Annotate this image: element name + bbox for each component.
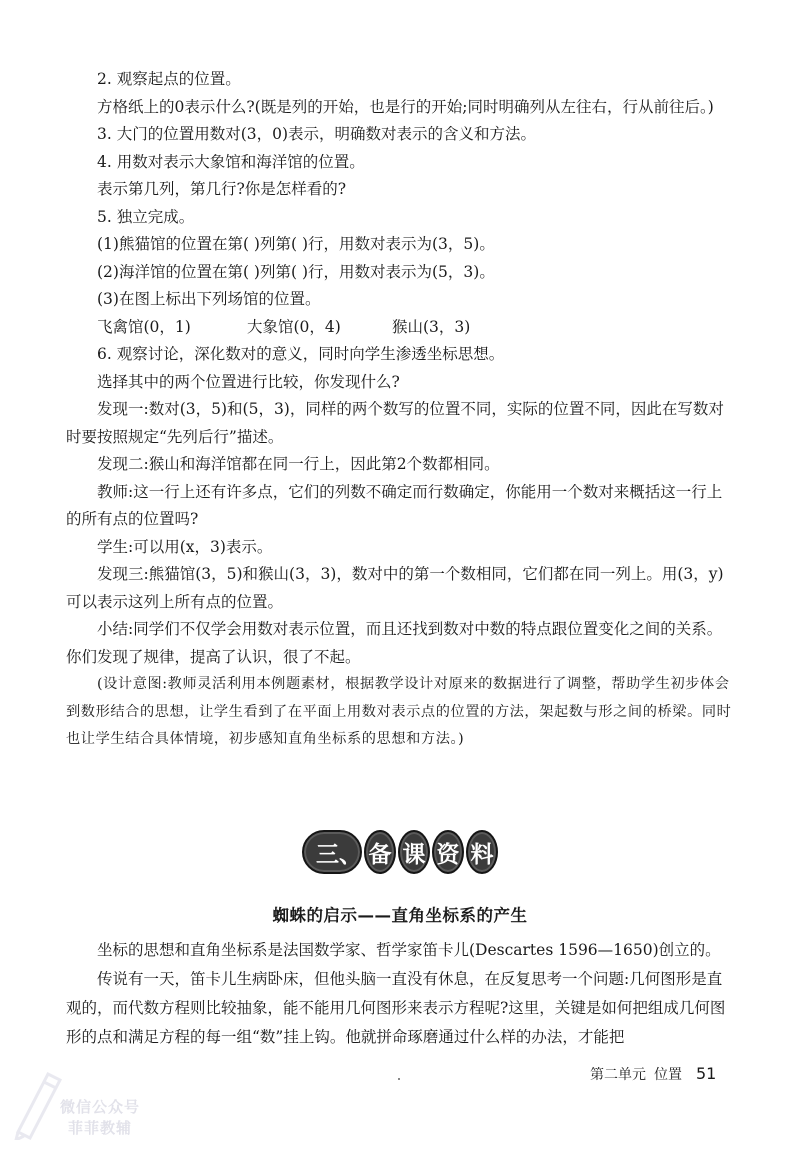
- text-line: 发现三:熊猫馆(3，5)和猴山(3，3)，数对中的第一个数相同，它们都在同一列上。用(3，y)可以表示这列上所有点的位置。: [66, 565, 724, 611]
- footer-unit: 第二单元: [590, 1067, 646, 1083]
- section-char: 料: [466, 830, 498, 874]
- watermark-line: 微信公众号: [60, 1098, 141, 1116]
- venue-aviary: 飞禽馆(0，1): [97, 317, 191, 336]
- footer-topic: 位置: [654, 1067, 682, 1083]
- section-number: 三、: [302, 830, 362, 874]
- venue-elephant: 大象馆(0，4): [247, 317, 341, 336]
- pencil-icon: [8, 1062, 68, 1140]
- watermark: [8, 1062, 148, 1140]
- venue-list: [66, 314, 734, 342]
- article-title: 蜘蛛的启示——直角坐标系的产生: [272, 906, 528, 925]
- design-intent-note: (设计意图:教师灵活利用本例题素材，根据教学设计对原来的数据进行了调整，帮助学生初步体会到数形结合的思想，让学生看到了在平面上用数对表示点的位置的方法，架起数与形之间的桥梁。同时也让学生结合具体情境，初步感知直角坐标系的思想和方法。): [66, 676, 732, 747]
- text-line: (1)熊猫馆的位置在第( )列第( )行，用数对表示为(3，5)。: [97, 235, 495, 253]
- article-paragraph: 传说有一天，笛卡儿生病卧床，但他头脑一直没有休息，在反复思考一个问题:几何图形是直观的，而代数方程则比较抽象，能不能用几何图形来表示方程呢?这里，关键是如何把组成几何图形的点和满足方程的每一组“数”挂上钩。他就拼命琢磨通过什么样的办法，才能把: [66, 970, 726, 1046]
- text-line: (3)在图上标出下列场馆的位置。: [97, 290, 321, 308]
- article-paragraph: 坐标的思想和直角坐标系是法国数学家、哲学家笛卡儿(Descartes 1596—1650)创立的。: [97, 941, 721, 959]
- lesson-body: [66, 66, 734, 754]
- text-line: 学生:可以用(x，3)表示。: [97, 537, 273, 556]
- text-line: 3. 大门的位置用数对(3，0)表示，明确数对表示的含义和方法。: [97, 125, 537, 143]
- section-char: 课: [398, 830, 430, 874]
- text-line: 5. 独立完成。: [97, 207, 195, 226]
- dot-mark: [398, 1078, 400, 1080]
- article-body: [66, 936, 734, 1052]
- text-line: 选择其中的两个位置进行比较，你发现什么?: [97, 372, 400, 391]
- section-char: 备: [364, 830, 396, 874]
- page-footer: [590, 1064, 716, 1084]
- text-line: 4. 用数对表示大象馆和海洋馆的位置。: [97, 152, 365, 171]
- section-heading-badge: [302, 828, 498, 876]
- text-line: 教师:这一行上还有许多点，它们的列数不确定而行数确定，你能用一个数对来概括这一行上的所有点的位置吗?: [66, 482, 723, 528]
- text-line: 表示第几列，第几行?你是怎样看的?: [97, 180, 347, 198]
- venue-monkey: 猴山(3，3): [392, 317, 471, 336]
- text-line: 6. 观察讨论，深化数对的意义，同时向学生渗透坐标思想。: [97, 345, 505, 363]
- text-line: 小结:同学们不仅学会用数对表示位置，而且还找到数对中数的特点跟位置变化之间的关系。你们发现了规律，提高了认识，很了不起。: [66, 620, 723, 666]
- text-line: 发现一:数对(3，5)和(5，3)，同样的两个数写的位置不同，实际的位置不同，因此在写数对时要按照规定“先列后行”描述。: [66, 400, 724, 446]
- text-line: 方格纸上的0表示什么?(既是列的开始，也是行的开始;同时明确列从左往右，行从前往后。): [97, 97, 714, 116]
- text-line: 发现二:猴山和海洋馆都在同一行上，因此第2个数都相同。: [97, 455, 500, 473]
- text-line: (2)海洋馆的位置在第( )列第( )行，用数对表示为(5，3)。: [97, 262, 495, 281]
- page-number: 51: [696, 1064, 717, 1083]
- watermark-line: 菲菲教辅: [68, 1119, 133, 1137]
- section-char: 资: [432, 830, 464, 874]
- text-line: 2. 观察起点的位置。: [97, 70, 241, 88]
